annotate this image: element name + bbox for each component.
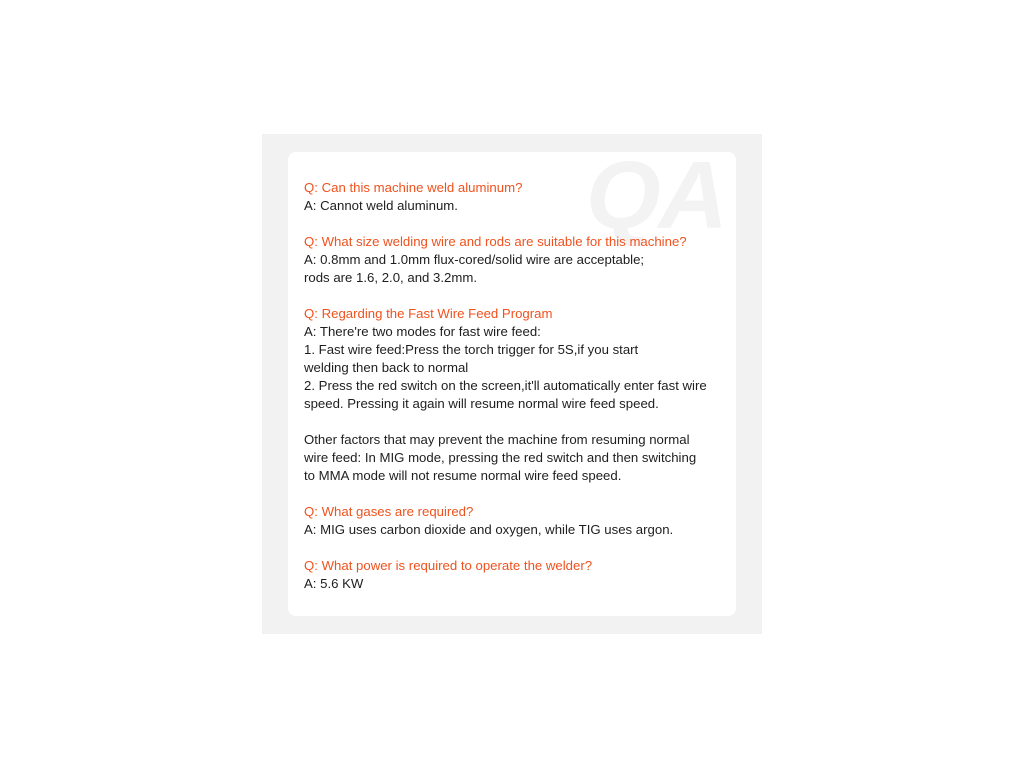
faq-answer-line: A: 0.8mm and 1.0mm flux-cored/solid wire are acceptable; bbox=[304, 252, 645, 267]
faq-question: Q: Regarding the Fast Wire Feed Program bbox=[304, 306, 553, 321]
faq-answer-line: rods are 1.6, 2.0, and 3.2mm. bbox=[304, 270, 477, 285]
faq-question: Q: What size welding wire and rods are suitable for this machine? bbox=[304, 234, 687, 249]
faq-question: Q: Can this machine weld aluminum? bbox=[304, 180, 523, 195]
faq-answer-line: welding then back to normal bbox=[304, 360, 469, 375]
qa-card bbox=[288, 152, 736, 616]
faq-item-gases bbox=[304, 503, 734, 539]
qa-watermark: QA bbox=[586, 152, 726, 249]
faq-note-line: Other factors that may prevent the machine from resuming normal bbox=[304, 432, 690, 447]
faq-answer-line: A: Cannot weld aluminum. bbox=[304, 198, 458, 213]
faq-answer-line: A: 5.6 KW bbox=[304, 576, 364, 591]
qa-frame bbox=[262, 134, 762, 634]
faq-item-aluminum bbox=[304, 179, 734, 215]
faq-answer-line: A: There're two modes for fast wire feed: bbox=[304, 324, 541, 339]
faq-item-fast-wire-feed bbox=[304, 305, 734, 485]
faq-list bbox=[304, 179, 734, 593]
faq-answer-line: speed. Pressing it again will resume normal wire feed speed. bbox=[304, 396, 659, 411]
faq-question: Q: What power is required to operate the welder? bbox=[304, 558, 593, 573]
faq-item-wire-size bbox=[304, 233, 734, 287]
faq-answer-line: 2. Press the red switch on the screen,it'll automatically enter fast wire bbox=[304, 378, 707, 393]
faq-note-line: wire feed: In MIG mode, pressing the red switch and then switching bbox=[304, 450, 697, 465]
faq-answer-line: A: MIG uses carbon dioxide and oxygen, while TIG uses argon. bbox=[304, 522, 674, 537]
faq-item-power bbox=[304, 557, 734, 593]
faq-answer-line: 1. Fast wire feed:Press the torch trigger for 5S,if you start bbox=[304, 342, 639, 357]
faq-note-line: to MMA mode will not resume normal wire feed speed. bbox=[304, 468, 622, 483]
faq-question: Q: What gases are required? bbox=[304, 504, 474, 519]
